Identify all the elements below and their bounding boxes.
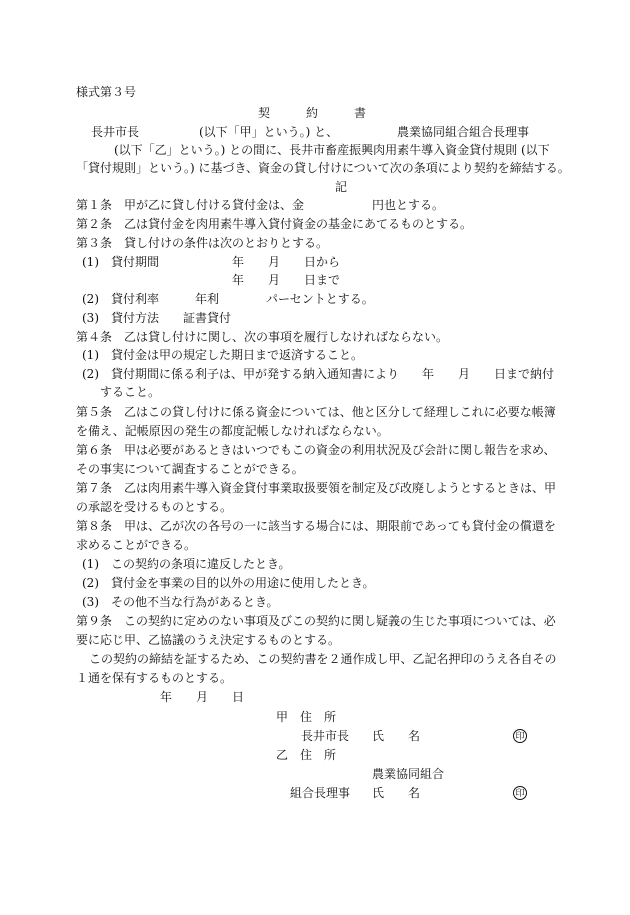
article-1-amount: 円也とする。 — [372, 198, 445, 212]
intro-cooperative: 農業協同組合組合長理事 — [397, 125, 530, 139]
closing: この契約の締結を証するため、この契約書を２通作成し甲、乙記名押印のうえ各自その — [89, 652, 557, 666]
closing-cont: １通を保有するものとする。 — [76, 671, 233, 685]
article-3: 第３条 貸し付けの条件は次のとおりとする。 — [76, 236, 329, 250]
article-1: 第１条 甲が乙に貸し付ける貸付金は、金 — [76, 198, 305, 212]
article-3-item-2: (2) 貸付利率 — [82, 292, 159, 306]
article-8-item-3: (3) その他不当な行為があるとき。 — [82, 595, 279, 609]
party-a-address: 甲 住 所 — [276, 710, 337, 724]
document-title: 契 約 書 — [258, 106, 367, 120]
article-7: 第７条 乙は肉用素牛導入資金貸付事業取扱要領を制定及び改廃しようとするときは、甲 — [76, 481, 557, 495]
intro-line-2: (以下「乙」という。) との間に、長井市畜産振興肉用素牛導入資金貸付規則 (以下 — [114, 143, 550, 157]
article-6-cont: その事実について調査することができる。 — [76, 462, 304, 476]
article-5-cont: を備え、記帳原因の発生の都度記帳しなければならない。 — [76, 424, 389, 438]
article-8-cont: 求めることができる。 — [76, 538, 197, 552]
party-a-seal: 印 — [513, 729, 527, 743]
article-4-item-1: (1) 貸付金は甲の規定した期日まで返済すること。 — [82, 348, 364, 362]
intro-mayor: 長井市長 — [91, 125, 140, 139]
article-4-item-2: (2) 貸付期間に係る利子は、甲が発する納入通知書により — [82, 367, 400, 381]
party-b-address: 乙 住 所 — [276, 748, 337, 762]
party-a-title: 長井市長 — [301, 729, 350, 743]
party-b-title: 組合長理事 — [290, 786, 351, 800]
intro-line-3: 「貸付規則」という。) に基づき、資金の貸し付けについて次の条項により契約を締結する。 — [76, 161, 570, 175]
form-number: 様式第３号 — [76, 85, 137, 99]
article-4: 第４条 乙は貸し付けに関し、次の事項を履行しなければならない。 — [76, 330, 449, 344]
article-4-item-2-cont: すること。 — [100, 385, 161, 399]
article-9-cont: 要に応じ甲、乙協議のうえ決定するものとする。 — [76, 633, 341, 647]
article-7-cont: の承認を受けるものとする。 — [76, 500, 233, 514]
article-3-period-from: 年 月 日から — [232, 255, 341, 269]
article-3-period-to: 年 月 日まで — [232, 273, 341, 287]
contract-date: 年 月 日 — [160, 690, 245, 704]
article-6: 第６条 甲は必要があるときはいつでもこの資金の利用状況及び会計に関し報告を求め、 — [76, 443, 556, 457]
article-8-item-1: (1) この契約の条項に違反したとき。 — [82, 557, 291, 571]
ki-heading: 記 — [335, 180, 348, 194]
party-a-name: 氏 名 — [372, 729, 421, 743]
article-8-item-2: (2) 貸付金を事業の目的以外の用途に使用したとき。 — [82, 576, 375, 590]
article-5: 第５条 乙はこの貸し付けに係る資金については、他と区分して経理しこれに必要な帳簿 — [76, 405, 556, 419]
party-b-name: 氏 名 — [372, 786, 421, 800]
article-9: 第９条 この契約に定めのない事項及びこの契約に関し疑義の生じた事項については、必 — [76, 614, 556, 628]
article-3-item-1: (1) 貸付期間 — [82, 255, 159, 269]
article-3-item-3: (3) 貸付方法 証書貸付 — [82, 311, 231, 325]
party-b-seal: 印 — [513, 786, 527, 800]
article-2: 第２条 乙は貸付金を肉用素牛導入貸付資金の基金にあてるものとする。 — [76, 217, 473, 231]
article-4-item-2-date: 年 月 日まで納付 — [422, 367, 555, 381]
party-b-org: 農業協同組合 — [372, 767, 445, 781]
article-3-rate: 年利 — [195, 292, 220, 306]
article-3-rate-tail: パーセントとする。 — [266, 292, 374, 306]
intro-party-a: (以下「甲」という。) と、 — [199, 125, 339, 139]
article-8: 第８条 甲は、乙が次の各号の一に該当する場合には、期限前であっても貸付金の償還を — [76, 519, 556, 533]
